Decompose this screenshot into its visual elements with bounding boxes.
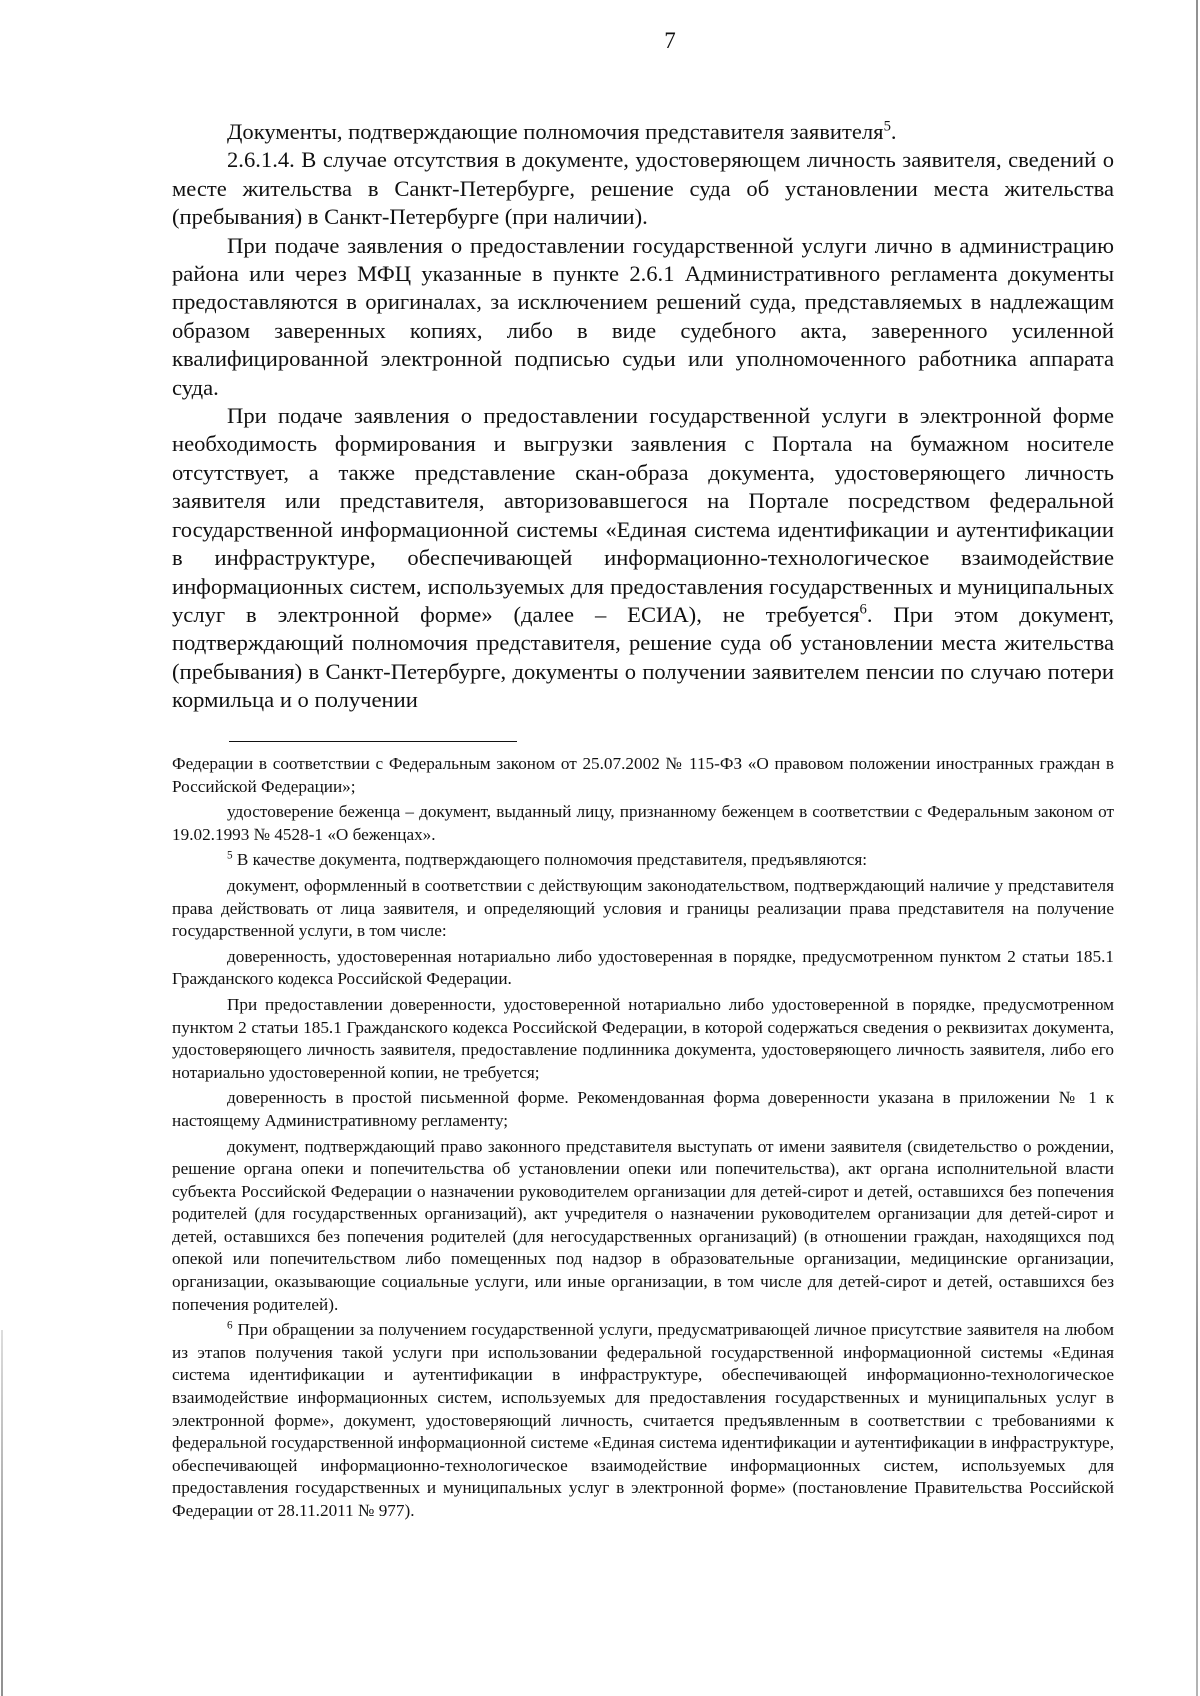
footnote-ref-5: 5 [883,118,891,135]
footnote-5-item: документ, оформленный в соответствии с действующим законодательством, подтверждающий наличие у представителя права действовать от лица заявителя, и определяющий условия и границы реализации права представителя на получение государственной услуги, в том числе: [172,875,1114,941]
paragraph-text-continued: . При этом документ, подтверждающий полномочия представителя, решение суда об установлении места жительства (пребывания) в Санкт-Петербурге, документы о получении заявителем пенсии по случаю потери кормильца и о получении [172,601,1114,713]
page-number: 7 [664,28,676,53]
paragraph-personal-submission: При подаче заявления о предоставлении государственной услуги лично в администрацию района или через МФЦ указанные в пункте 2.6.1 Административного регламента документы предоставляются в оригиналах, за исключением решений суда, представляемых в надлежащим образом заверенных копиях, либо в виде судебного акта, заверенного усиленной квалифицированной электронной подписью судьи или уполномоченного работника аппарата суда. [172,232,1114,400]
footnote-5-item: документ, подтверждающий право законного представителя выступать от имени заявителя (свидетельство о рождении, решение органа опеки и попечительства об установлении опеки или попечительства), акт органа исполнительной власти субъекта Российской Федерации о назначении руководителем организации для детей-сирот и детей, оставшихся без попечения родителей (для государственных организаций), акт учредителя о назначении руководителем организации для детей-сирот и детей, оставшихся без попечения родителей (для негосударственных организаций) (в отношении граждан, находящихся под опекой или попечительством либо помещенных под надзор в образовательные организации, медицинские организации, организации, оказывающие социальные услуги, или иные организации, в том числе для детей-сирот и детей, оставшихся без попечения родителей). [172,1136,1114,1314]
footnote-5 [172,849,1114,872]
footnote-6-text: При обращении за получением государственной услуги, предусматривающей личное присутствие заявителя на любом из этапов получения такой услуги при использовании федеральной государственной информационной системы «Единая система идентификации и аутентификации в инфраструктуре, обеспечивающей информационно-технологическое взаимодействие информационных систем, используемых для предоставления государственных и муниципальных услуг в электронной форме», документ, удостоверяющий личность, считается предъявленным в соответствии с требованиями к федеральной государственной информационной системе «Единая система идентификации и аутентификации в инфраструктуре, обеспечивающей информационно-технологическое взаимодействие информационных систем, используемых для предоставления государственных и муниципальных услуг в электронной форме» (постановление Правительства Российской Федерации от 28.11.2011 № 977). [172,1320,1114,1520]
footnote-5-item: доверенность в простой письменной форме. Рекомендованная форма доверенности указана в приложении № 1 к настоящему Административному регламенту; [172,1088,1114,1130]
paragraph-text: При подаче заявления о предоставлении государственной услуги в электронной форме необходимость формирования и выгрузки заявления с Портала на бумажном носителе отсутствует, а также представление скан-образа документа, удостоверяющего личность заявителя или представителя, авторизовавшегося на Портале посредством федеральной государственной информационной системы «Единая система идентификации и аутентификации в инфраструктуре, обеспечивающей информационно-технологическое взаимодействие информационных систем, используемых для предоставления государственных и муниципальных услуг в электронной форме» (далее – ЕСИА), не требуется [172,403,1114,627]
paragraph-electronic-submission [172,402,1114,714]
footnotes [172,753,1114,1526]
scan-edge-left [1,1330,3,1696]
paragraph-end: . [890,119,897,144]
scan-edge-right [1196,0,1198,1696]
footnote-6 [172,1319,1114,1522]
footnote-ref-6: 6 [859,601,867,618]
paragraph-representative-documents [172,118,1114,146]
footnote-5-mark: 5 [227,849,233,862]
paragraph-2-6-1-4: 2.6.1.4. В случае отсутствия в документе, удостоверяющем личность заявителя, сведений о месте жительства в Санкт-Петербурге, решение суда об установлении места жительства (пребывания) в Санкт-Петербурге (при наличии). [172,147,1114,230]
paragraph-text: Документы, подтверждающие полномочия представителя заявителя [227,119,884,144]
footnote-refugee-certificate: удостоверение беженца – документ, выданный лицу, признанному беженцем в соответствии с Федеральным законом от 19.02.1993 № 4528-1 «О беженцах». [172,802,1114,844]
footnote-continuation: Федерации в соответствии с Федеральным законом от 25.07.2002 № 115-ФЗ «О правовом положении иностранных граждан в Российской Федерации»; [172,754,1114,796]
footnote-5-item: доверенность, удостоверенная нотариально либо удостоверенная в порядке, предусмотренном пунктом 2 статьи 185.1 Гражданского кодекса Российской Федерации. [172,946,1114,989]
footnote-separator [229,741,517,742]
footnote-5-intro: В качестве документа, подтверждающего полномочия представителя, предъявляются: [232,850,868,870]
main-text [172,118,1114,715]
footnote-5-item: При предоставлении доверенности, удостоверенной нотариально либо удостоверенной в порядке, предусмотренном пунктом 2 статьи 185.1 Гражданского кодекса Российской Федерации, в которой содержаться сведения о реквизитах документа, удостоверяющего личность заявителя, предоставление подлинника документа, удостоверяющего личность заявителя, либо его нотариально удостоверенной копии, не требуется; [172,994,1114,1082]
footnote-6-mark: 6 [227,1319,233,1332]
